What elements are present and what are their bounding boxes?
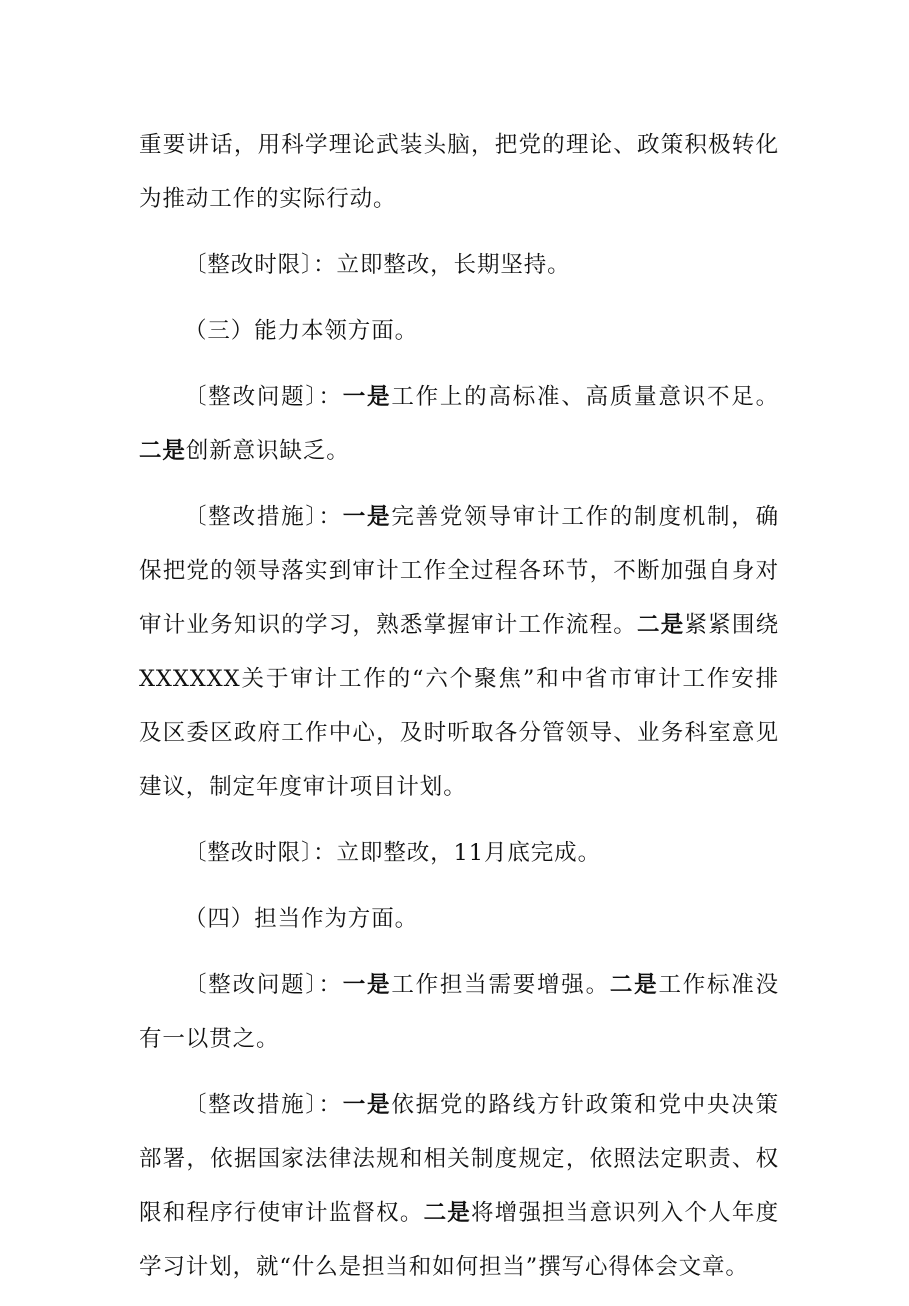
point-one-marker: 一是: [342, 384, 392, 410]
issues-label: 〔整改问题〕：: [184, 384, 343, 410]
point-two-text: 将增强担当意识列入个人年度学习计划，就“什么是担当和如何担当”撰写心得体会文章。: [139, 1200, 779, 1280]
paragraph-measures-3: [139, 490, 779, 814]
point-two-text: 紧紧围绕XXXXXX关于审计工作的“六个聚焦”和中省市审计工作安排及区委区政府工作中心，及时听取各分管领导、业务科室意见建议，制定年度审计项目计划。: [139, 612, 779, 800]
point-one-text: 工作上的高标准、高质量意识不足。: [391, 384, 779, 410]
point-one-text: 完善党领导审计工作的制度机制，确保把党的领导落实到审计工作全过程各环节，不断加强自身对审计业务知识的学习，熟悉掌握审计工作流程。: [139, 504, 779, 638]
point-one-text: 依据党的路线方针政策和党中央决策部署，依据国家法律法规和相关制度规定，依照法定职责、权限和程序行使审计监督权。: [139, 1092, 779, 1226]
point-one-text: 工作担当需要增强。: [391, 972, 610, 998]
paragraph-issues-4: [139, 958, 779, 1066]
point-one-marker: 一是: [342, 1092, 392, 1118]
measures-label: 〔整改措施〕：: [184, 504, 343, 530]
paragraph-deadline-3: 〔整改时限〕：立即整改，长期坚持。: [184, 252, 571, 278]
point-two-marker: 二是: [609, 972, 659, 998]
section-heading-4: （四）担当作为方面。: [184, 906, 419, 932]
point-two-marker: 二是: [423, 1200, 472, 1226]
paragraph-issues-3: [139, 370, 779, 478]
point-one-marker: 一是: [342, 504, 392, 530]
issues-label: 〔整改问题〕：: [184, 972, 343, 998]
point-one-marker: 一是: [342, 972, 392, 998]
document-body: [139, 118, 779, 1306]
point-two-marker: 二是: [139, 438, 186, 464]
point-two-text: 创新意识缺乏。: [185, 438, 350, 464]
paragraph-deadline-3b: 〔整改时限〕：立即整改，11月底完成。: [184, 840, 601, 866]
measures-label: 〔整改措施〕：: [184, 1092, 343, 1118]
section-heading-3: （三）能力本领方面。: [184, 318, 419, 344]
paragraph-measures-4: [139, 1078, 779, 1294]
point-two-text: 工作标准没有一以贯之。: [139, 972, 779, 1052]
paragraph-continued: 重要讲话，用科学理论武装头脑，把党的理论、政策积极转化为推动工作的实际行动。: [139, 132, 779, 212]
point-two-marker: 二是: [637, 612, 685, 638]
